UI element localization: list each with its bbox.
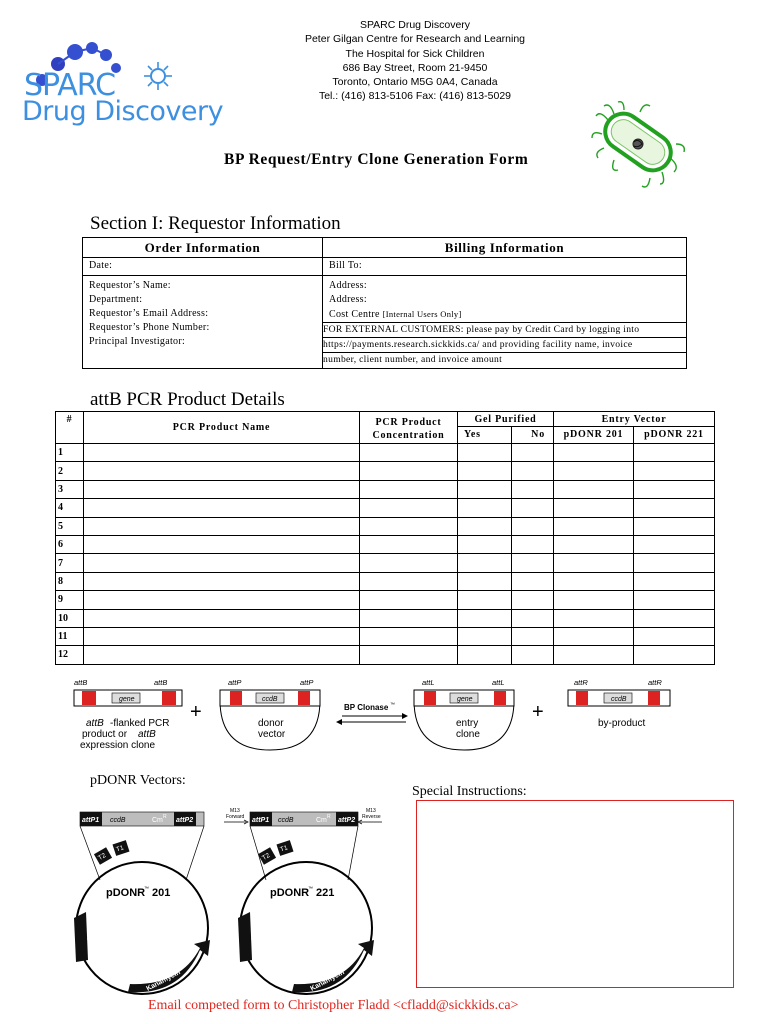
col-pdonr201-header: pDONR 201 [554,427,634,444]
table-row [56,480,715,498]
table-row [56,627,715,645]
svg-text:attB: attB [138,729,156,740]
concentration-cell[interactable] [360,554,458,572]
gel-no-cell[interactable] [512,535,554,553]
gel-yes-cell[interactable] [458,554,512,572]
bp-reaction-diagram [70,676,690,754]
cost-centre-label: Cost Centre [Internal Users Only] [323,307,686,323]
svg-text:attL: attL [492,678,505,687]
row-number: 12 [56,646,84,664]
concentration-cell[interactable] [360,646,458,664]
pdonr221-cell[interactable] [634,591,715,609]
concentration-cell[interactable] [360,444,458,462]
gel-no-cell[interactable] [512,499,554,517]
pdonr221-cell[interactable] [634,646,715,664]
pdonr201-cell[interactable] [554,572,634,590]
pdonr221-cell[interactable] [634,444,715,462]
svg-text:R: R [327,814,331,820]
pdonr201-cell[interactable] [554,591,634,609]
external-customers-line: FOR EXTERNAL CUSTOMERS: please pay by Credit Card by logging into [323,324,640,335]
bill-to-field[interactable]: Bill To: [323,258,687,276]
footer-email-note: Email competed form to Christopher Fladd <cfladd@sickkids.ca> [148,998,519,1013]
svg-text:ccdB: ccdB [262,696,278,703]
svg-text:attP1: attP1 [82,817,100,824]
svg-text:attP1: attP1 [252,817,270,824]
table-row [56,646,715,664]
gel-yes-cell[interactable] [458,646,512,664]
table-row [56,499,715,517]
address-label: Address: [329,280,367,291]
pdonr221-cell[interactable] [634,499,715,517]
svg-text:-flanked PCR: -flanked PCR [110,718,170,729]
svg-text:gene: gene [119,696,135,703]
table-row [56,517,715,535]
pdonr221-map [224,808,382,994]
pdonr201-cell[interactable] [554,517,634,535]
pdonr221-cell[interactable] [634,554,715,572]
pdonr201-cell[interactable] [554,480,634,498]
pcr-name-cell[interactable] [84,535,360,553]
svg-text:attR: attR [574,678,588,687]
svg-text:entry: entry [456,718,479,729]
pdonr201-cell[interactable] [554,535,634,553]
svg-text:M13: M13 [366,808,376,814]
row-number: 9 [56,591,84,609]
payments-url-line: https://payments.research.sickkids.ca/ and providing facility name, invoice [323,337,686,352]
address-line: SPARC Drug Discovery [359,19,471,31]
pdonr201-cell[interactable] [554,646,634,664]
pcr-name-cell[interactable] [84,646,360,664]
order-fields[interactable] [83,276,323,369]
row-number: 2 [56,462,84,480]
logo-text-drug-discovery: Drug Discovery [22,96,224,127]
pdonr221-cell[interactable] [634,480,715,498]
plus-icon: + [190,701,202,723]
by-product [568,678,670,729]
svg-text:pDONR: pDONR [106,887,146,899]
svg-text:Kanamycin: Kanamycin [145,969,182,993]
row-number: 8 [56,572,84,590]
svg-text:attR: attR [648,678,662,687]
gel-no-cell[interactable] [512,627,554,645]
gel-no-cell[interactable] [512,517,554,535]
gel-yes-cell[interactable] [458,627,512,645]
cost-centre-note: [Internal Users Only] [382,309,462,319]
svg-text:expression clone: expression clone [80,740,156,751]
svg-text:T1: T1 [279,844,289,854]
plus-icon: + [532,701,544,723]
pdonr201-cell[interactable] [554,444,634,462]
col-pcr-name-header: PCR Product Name [84,412,360,444]
table-row [56,444,715,462]
requestor-email-label: Requestor’s Email Address: [89,308,209,319]
pdonr201-cell[interactable] [554,627,634,645]
svg-text:Forward: Forward [226,814,245,820]
entry-clone [414,678,514,750]
gel-yes-cell[interactable] [458,480,512,498]
svg-text:Cm: Cm [152,817,163,824]
address-label-2: Address: [329,294,367,305]
pdonr221-cell[interactable] [634,517,715,535]
address-line: Tel.: (416) 813-5106 Fax: (416) 813-5029 [318,90,512,103]
principal-investigator-label: Principal Investigator: [89,336,186,347]
pdonr221-cell[interactable] [634,535,715,553]
pcr-section-title: attB PCR Product Details [90,389,285,410]
gel-no-cell[interactable] [512,591,554,609]
gel-yes-cell[interactable] [458,444,512,462]
concentration-cell[interactable] [360,591,458,609]
billing-fields[interactable] [323,276,687,369]
pcr-name-cell[interactable] [84,499,360,517]
address-line: 686 Bay Street, Room 21-9450 [342,61,488,74]
svg-text:attB: attB [74,678,88,687]
svg-text:221: 221 [316,887,335,899]
svg-text:Reverse: Reverse [362,814,381,820]
concentration-cell[interactable] [360,517,458,535]
row-number: 6 [56,535,84,553]
svg-text:™: ™ [390,702,395,708]
svg-text:vector: vector [258,729,286,740]
svg-text:attL: attL [422,678,435,687]
svg-text:product or: product or [82,729,128,740]
section-1-title: Section I: Requestor Information [90,213,341,234]
table-row [56,462,715,480]
special-instructions-label: Special Instructions: [412,784,527,799]
concentration-cell[interactable] [360,480,458,498]
svg-text:T2: T2 [97,852,108,862]
gel-no-cell[interactable] [512,554,554,572]
address-block [270,18,560,104]
pcr-name-cell[interactable] [84,517,360,535]
pdonr221-cell[interactable] [634,462,715,480]
table-row [56,591,715,609]
table-row [56,554,715,572]
concentration-cell[interactable] [360,609,458,627]
gel-yes-cell[interactable] [458,535,512,553]
pdonr221-cell[interactable] [634,627,715,645]
concentration-cell[interactable] [360,462,458,480]
bacteria-icon [590,100,690,195]
requestor-table [82,237,687,369]
gel-yes-cell[interactable] [458,462,512,480]
pdonr201-cell[interactable] [554,462,634,480]
svg-text:attP: attP [300,678,314,687]
pcr-product-table [55,411,715,665]
pcr-name-cell[interactable] [84,462,360,480]
order-info-header: Order Information [83,238,323,258]
row-number: 7 [56,554,84,572]
pdonr-vector-maps [60,800,400,1010]
svg-text:Cm: Cm [316,817,327,824]
pcr-name-cell[interactable] [84,572,360,590]
gel-no-cell[interactable] [512,646,554,664]
address-line: The Hospital for Sick Children [345,47,485,60]
pcr-name-cell[interactable] [84,627,360,645]
table-row [56,535,715,553]
table-row [56,609,715,627]
bp-clonase-arrow [336,702,408,725]
col-concentration-header: PCR Product Concentration [360,412,458,444]
pdonr-vectors-title: pDONR Vectors: [90,773,186,788]
department-label: Department: [89,294,143,305]
svg-text:201: 201 [152,887,171,899]
svg-text:gene: gene [457,696,473,703]
svg-text:clone: clone [456,729,480,740]
donor-vector [220,678,320,750]
sparc-logo [20,40,230,135]
svg-text:R: R [163,814,167,820]
svg-text:attP: attP [228,678,242,687]
logo-text-sparc: SPARC [24,68,116,103]
concentration-cell[interactable] [360,535,458,553]
row-number: 4 [56,499,84,517]
svg-text:attB: attB [154,678,168,687]
col-number-header: # [56,412,84,444]
gel-no-cell[interactable] [512,480,554,498]
row-number: 3 [56,480,84,498]
pdonr201-map [74,812,210,994]
svg-text:M13: M13 [230,808,240,814]
pdonr221-cell[interactable] [634,572,715,590]
row-number: 11 [56,627,84,645]
pcr-name-cell[interactable] [84,591,360,609]
svg-text:attP2: attP2 [338,817,356,824]
svg-text:ccdB: ccdB [278,817,294,824]
svg-text:donor: donor [258,718,284,729]
gel-no-cell[interactable] [512,609,554,627]
concentration-cell[interactable] [360,572,458,590]
svg-text:™: ™ [308,886,313,892]
table-row [56,572,715,590]
row-number: 1 [56,444,84,462]
gel-yes-cell[interactable] [458,591,512,609]
svg-text:ccdB: ccdB [110,817,126,824]
form-title: BP Request/Entry Clone Generation Form [224,151,529,168]
concentration-cell[interactable] [360,627,458,645]
gel-no-cell[interactable] [512,462,554,480]
pcr-name-cell[interactable] [84,444,360,462]
col-yes-header: Yes [458,427,512,444]
pdonr221-cell[interactable] [634,609,715,627]
special-instructions-box[interactable] [416,800,734,988]
date-field[interactable]: Date: [83,258,323,276]
svg-text:by-product: by-product [598,718,646,729]
col-no-header: No [512,427,554,444]
pcr-name-cell[interactable] [84,609,360,627]
svg-text:pDONR: pDONR [270,887,310,899]
requestor-name-label: Requestor’s Name: [89,280,171,291]
svg-text:Kanamycin: Kanamycin [309,969,346,993]
svg-text:pUC ori: pUC ori [87,918,94,944]
col-gel-purified-header: Gel Purified [458,412,554,427]
address-line: Peter Gilgan Centre for Research and Learning [304,33,526,46]
pcr-name-cell[interactable] [84,554,360,572]
svg-text:attP2: attP2 [176,817,194,824]
gel-no-cell[interactable] [512,572,554,590]
svg-text:attB: attB [86,718,104,729]
gel-no-cell[interactable] [512,444,554,462]
pdonr201-cell[interactable] [554,609,634,627]
billing-info-header: Billing Information [323,238,687,258]
pcr-name-cell[interactable] [84,480,360,498]
invoice-line: number, client number, and invoice amount [323,352,686,367]
svg-text:T1: T1 [115,844,125,854]
pdonr201-cell[interactable] [554,499,634,517]
row-number: 10 [56,609,84,627]
address-line: Toronto, Ontario M5G 0A4, Canada [332,76,498,89]
pdonr201-cell[interactable] [554,554,634,572]
gel-yes-cell[interactable] [458,609,512,627]
gel-yes-cell[interactable] [458,499,512,517]
gel-yes-cell[interactable] [458,572,512,590]
svg-text:BP Clonase: BP Clonase [344,703,389,712]
concentration-cell[interactable] [360,499,458,517]
gel-yes-cell[interactable] [458,517,512,535]
svg-text:™: ™ [144,886,149,892]
svg-text:T2: T2 [261,852,272,862]
attb-pcr-product [74,678,182,751]
col-pdonr221-header: pDONR 221 [634,427,715,444]
requestor-phone-label: Requestor’s Phone Number: [89,322,210,333]
col-entry-vector-header: Entry Vector [554,412,715,427]
row-number: 5 [56,517,84,535]
svg-text:ccdB: ccdB [611,696,627,703]
svg-text:pUC ori: pUC ori [251,918,258,944]
